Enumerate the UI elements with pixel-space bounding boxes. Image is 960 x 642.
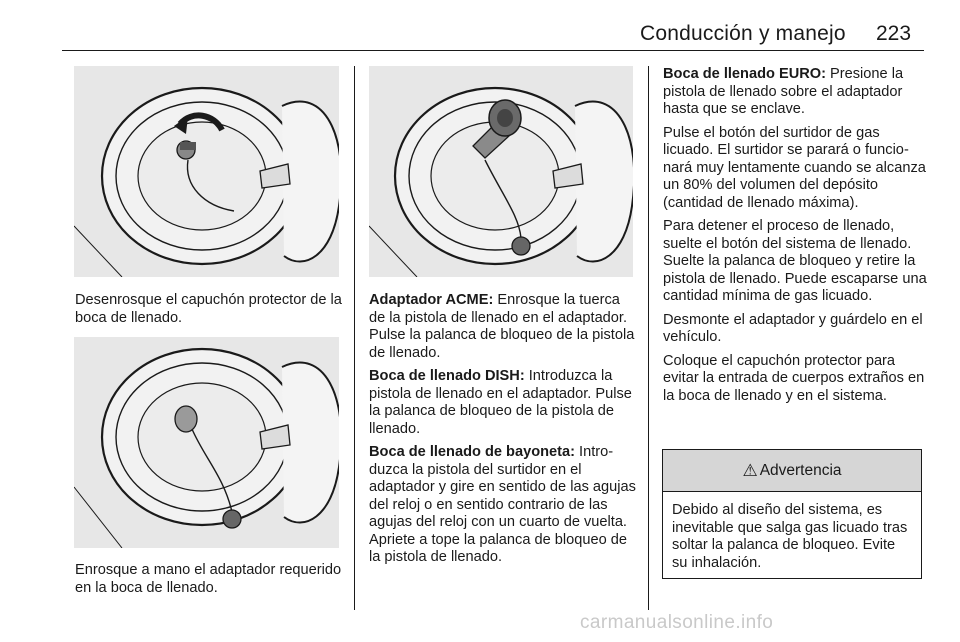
column-divider-2 <box>648 66 649 610</box>
caption-adapter-install: Enrosque a mano el adaptador requerido en la boca de llenado. <box>75 562 342 596</box>
bayonet-text: Introduzca la pistola del surtidor en el adaptador y gire en sentido de las agujas del reloj o en sentido contrario de las agujas del reloj con un cuarto de vuelta. Apriete a tope la palanca de bloqueo de la pistola de llenado. <box>369 444 636 565</box>
dish-label: Boca de llenado DISH: <box>369 368 525 384</box>
caption-cap-removal: Desenrosque el capuchón protector de la boca de llenado. <box>75 292 342 326</box>
figure-adapter-install <box>74 337 339 548</box>
warning-box <box>662 449 922 579</box>
bayonet-paragraph <box>369 444 637 567</box>
euro-paragraph <box>663 66 927 119</box>
paragraph-remove-adapter: Desmonte el adaptador y guárdelo en el vehículo. <box>663 311 923 345</box>
header-rule <box>62 50 924 51</box>
bayonet-label: Boca de llenado de bayoneta: <box>369 444 575 460</box>
acme-text: Enrosque la tuerca de la pistola de llenado en el adaptador. Pulse la palanca de bloqueo de la pistola de llenado. <box>369 292 635 361</box>
acme-paragraph <box>369 292 637 362</box>
warning-triangle-icon: ⚠ <box>742 460 758 480</box>
acme-label: Adaptador ACME: <box>369 292 494 308</box>
euro-label: Boca de llenado EURO: <box>663 66 826 82</box>
paragraph-dispenser: Pulse el botón del surtidor de gas licuado. El surtidor se parará o funcionará muy lentamente cuando se alcanza un 80% del volumen del depósito (cantidad de llenado máxima). <box>663 124 926 211</box>
column-divider-1 <box>354 66 355 610</box>
column-3-text <box>663 66 927 411</box>
watermark: carmanualsonline.info <box>580 612 774 633</box>
page-number: 223 <box>876 22 912 45</box>
paragraph-stop-filling: Para detener el proceso de llenado, suelte el botón del sistema de llenado. Suelte la palanca de bloqueo y retire la pistola de llenado. Puede escaparse una cantidad mínima de gas licuado. <box>663 218 927 304</box>
figure-adapter-nozzle <box>369 66 633 277</box>
paragraph-protective-cap: Coloque el capuchón protector para evitar la entrada de cuerpos extraños en la boca de llenado y en el sistema. <box>663 352 925 404</box>
page-title: Conducción y manejo <box>640 22 846 45</box>
warning-header <box>663 450 921 492</box>
dish-text: Introduzca la pistola de llenado en el adaptador. Pulse la palanca de bloqueo de la pistola de llenado. <box>369 368 632 437</box>
column-2-text <box>369 292 637 573</box>
warning-title: Advertencia <box>759 461 842 479</box>
dish-paragraph <box>369 368 637 438</box>
figure-cap-removal <box>74 66 339 277</box>
warning-text: Debido al diseño del sistema, es inevitable que salga gas licuado tras soltar la palanca de bloqueo. Evite su inhalación. <box>672 502 908 571</box>
euro-text: Presione la pistola de llenado sobre el adaptador hasta que se enclave. <box>663 66 904 117</box>
